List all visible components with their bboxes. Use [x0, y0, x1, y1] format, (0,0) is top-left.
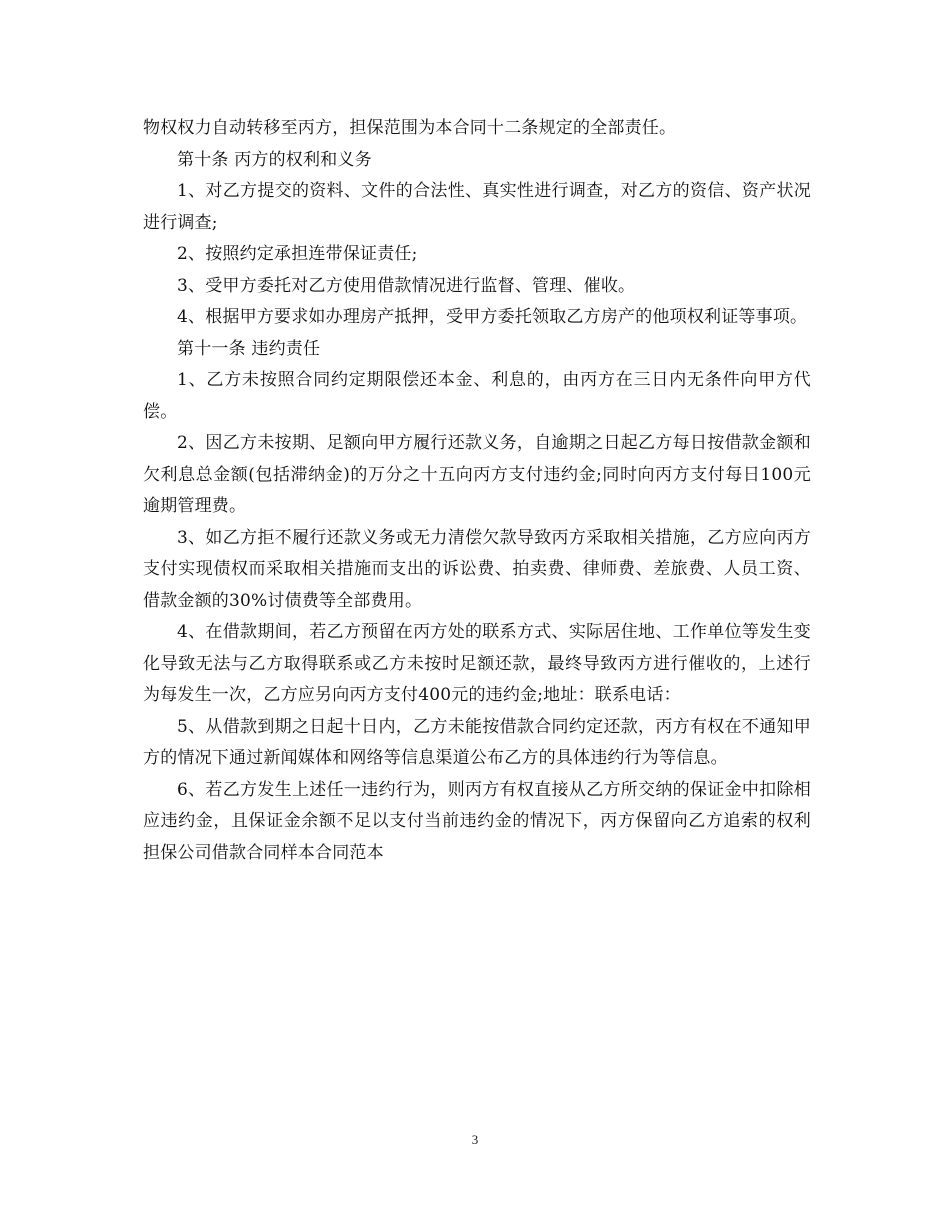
paragraph-11-3: 3、如乙方拒不履行还款义务或无力清偿欠款导致丙方采取相关措施，乙方应向丙方支付实现债权而采取相关措施而支出的诉讼费、拍卖费、律师费、差旅费、人员工资、借款金额的30%讨债费等全部费用。 — [143, 527, 811, 611]
page-number: 3 — [471, 1132, 479, 1147]
paragraph-10-3: 3、受甲方委托对乙方使用借款情况进行监督、管理、催收。 — [177, 275, 636, 296]
paragraph-10-1: 1、对乙方提交的资料、文件的合法性、真实性进行调查，对乙方的资信、资产状况进行调查; — [143, 181, 811, 233]
paragraph-1: 物权权力自动转移至丙方，担保范围为本合同十二条规定的全部责任。 — [143, 118, 677, 138]
section-heading-10: 第十条 丙方的权利和义务 — [177, 149, 372, 170]
paragraph-10-2: 2、按照约定承担连带保证责任; — [177, 244, 418, 264]
paragraph-11-1: 1、乙方未按照合同约定期限偿还本金、利息的，由丙方在三日内无条件向甲方代偿。 — [143, 370, 811, 422]
paragraph-11-6: 6、若乙方发生上述任一违约行为，则丙方有权直接从乙方所交纳的保证金中扣除相应违约金，且保证金余额不足以支付当前违约金的情况下，丙方保留向乙方追索的权利担保公司借款合同样本合同范本 — [143, 779, 811, 863]
paragraph-11-2: 2、因乙方未按期、足额向甲方履行还款义务，自逾期之日起乙方每日按借款金额和欠利息总金额(包括滞纳金)的万分之十五向丙方支付违约金;同时向丙方支付每日100元逾期管理费。 — [143, 433, 811, 516]
document-body — [143, 113, 811, 869]
paragraph-10-4: 4、根据甲方要求如办理房产抵押，受甲方委托领取乙方房产的他项权利证等事项。 — [177, 307, 808, 327]
section-heading-11: 第十一条 违约责任 — [177, 338, 321, 359]
paragraph-11-5: 5、从借款到期之日起十日内，乙方未能按借款合同约定还款，丙方有权在不通知甲方的情况下通过新闻媒体和网络等信息渠道公布乙方的具体违约行为等信息。 — [143, 716, 811, 768]
paragraph-11-4: 4、在借款期间，若乙方预留在丙方处的联系方式、实际居住地、工作单位等发生变化导致无法与乙方取得联系或乙方未按时足额还款，最终导致丙方进行催收的，上述行为每发生一次，乙方应另向丙方支付400元的违约金;地址：联系电话： — [143, 622, 811, 705]
